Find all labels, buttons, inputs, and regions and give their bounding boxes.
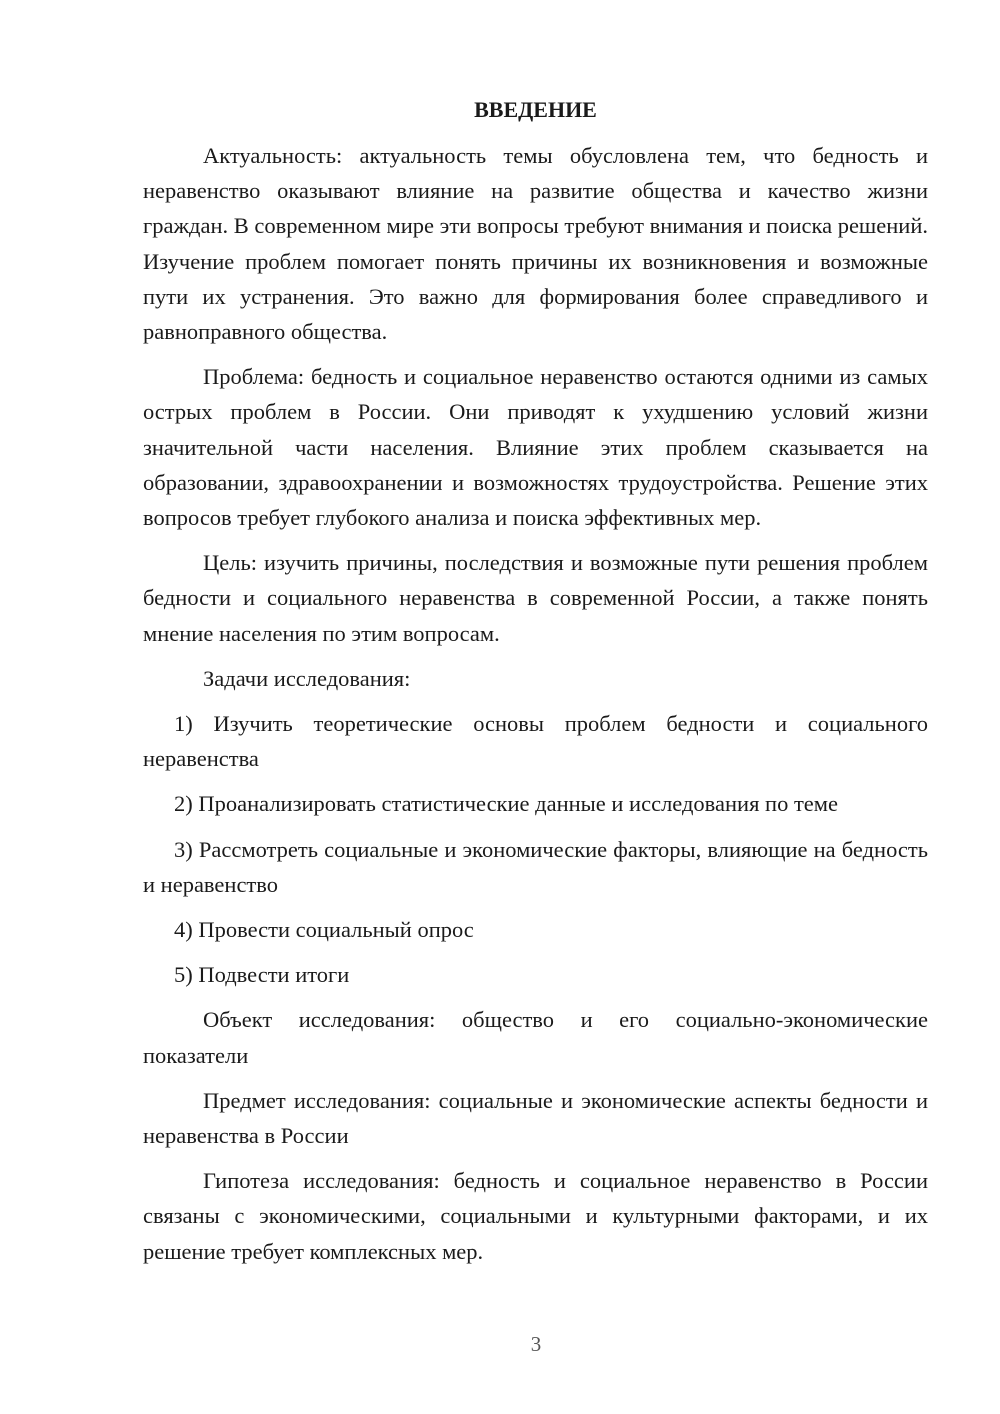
- page-number: 3: [530, 1332, 542, 1356]
- task-item-3: 3) Рассмотреть социальные и экономические факторы, влияющие на бедность и неравенство: [143, 836, 928, 897]
- task-item-5: 5) Подвести итоги: [174, 962, 350, 988]
- paragraph-subject: Предмет исследования: социальные и экономические аспекты бедности и неравенства в России: [143, 1087, 928, 1149]
- paragraph-relevance: Актуальность: актуальность темы обусловлена тем, что бедность и неравенство оказывают влияние на развитие общества и качество жизни граждан. В современном мире эти вопросы требуют внимания и поиска решений. Изучение проблем помогает понять причины их возникновения и возможные пути их устранения. Это важно для формирования более справедливого и равноправного общества.: [143, 143, 928, 345]
- paragraph-tasks-title: Задачи исследования:: [203, 665, 411, 691]
- paragraph-goal: Цель: изучить причины, последствия и возможные пути решения проблем бедности и социального неравенства в современной России, а также понять мнение населения по этим вопросам.: [143, 550, 928, 646]
- task-item-1: 1) Изучить теоретические основы проблем бедности и социального неравенства: [143, 711, 928, 772]
- page-content: [143, 92, 928, 1269]
- paragraph-object: Объект исследования: общество и его социально-экономические показатели: [143, 1007, 928, 1068]
- paragraph-hypothesis: Гипотеза исследования: бедность и социальное неравенство в России связаны с экономическими, социальными и культурными факторами, и их решение требует комплексных мер.: [143, 1168, 928, 1264]
- task-item-4: 4) Провести социальный опрос: [174, 917, 474, 943]
- section-heading: ВВЕДЕНИЕ: [474, 97, 597, 122]
- task-item-2: 2) Проанализировать статистические данные и исследования по теме: [174, 791, 839, 817]
- paragraph-problem: Проблема: бедность и социальное неравенство остаются одними из самых острых проблем в России. Они приводят к ухудшению условий жизни значительной части населения. Влияние этих проблем сказывается на образовании, здравоохранении и возможностях трудоустройства. Решение этих вопросов требует глубокого анализа и поиска эффективных мер.: [143, 364, 928, 531]
